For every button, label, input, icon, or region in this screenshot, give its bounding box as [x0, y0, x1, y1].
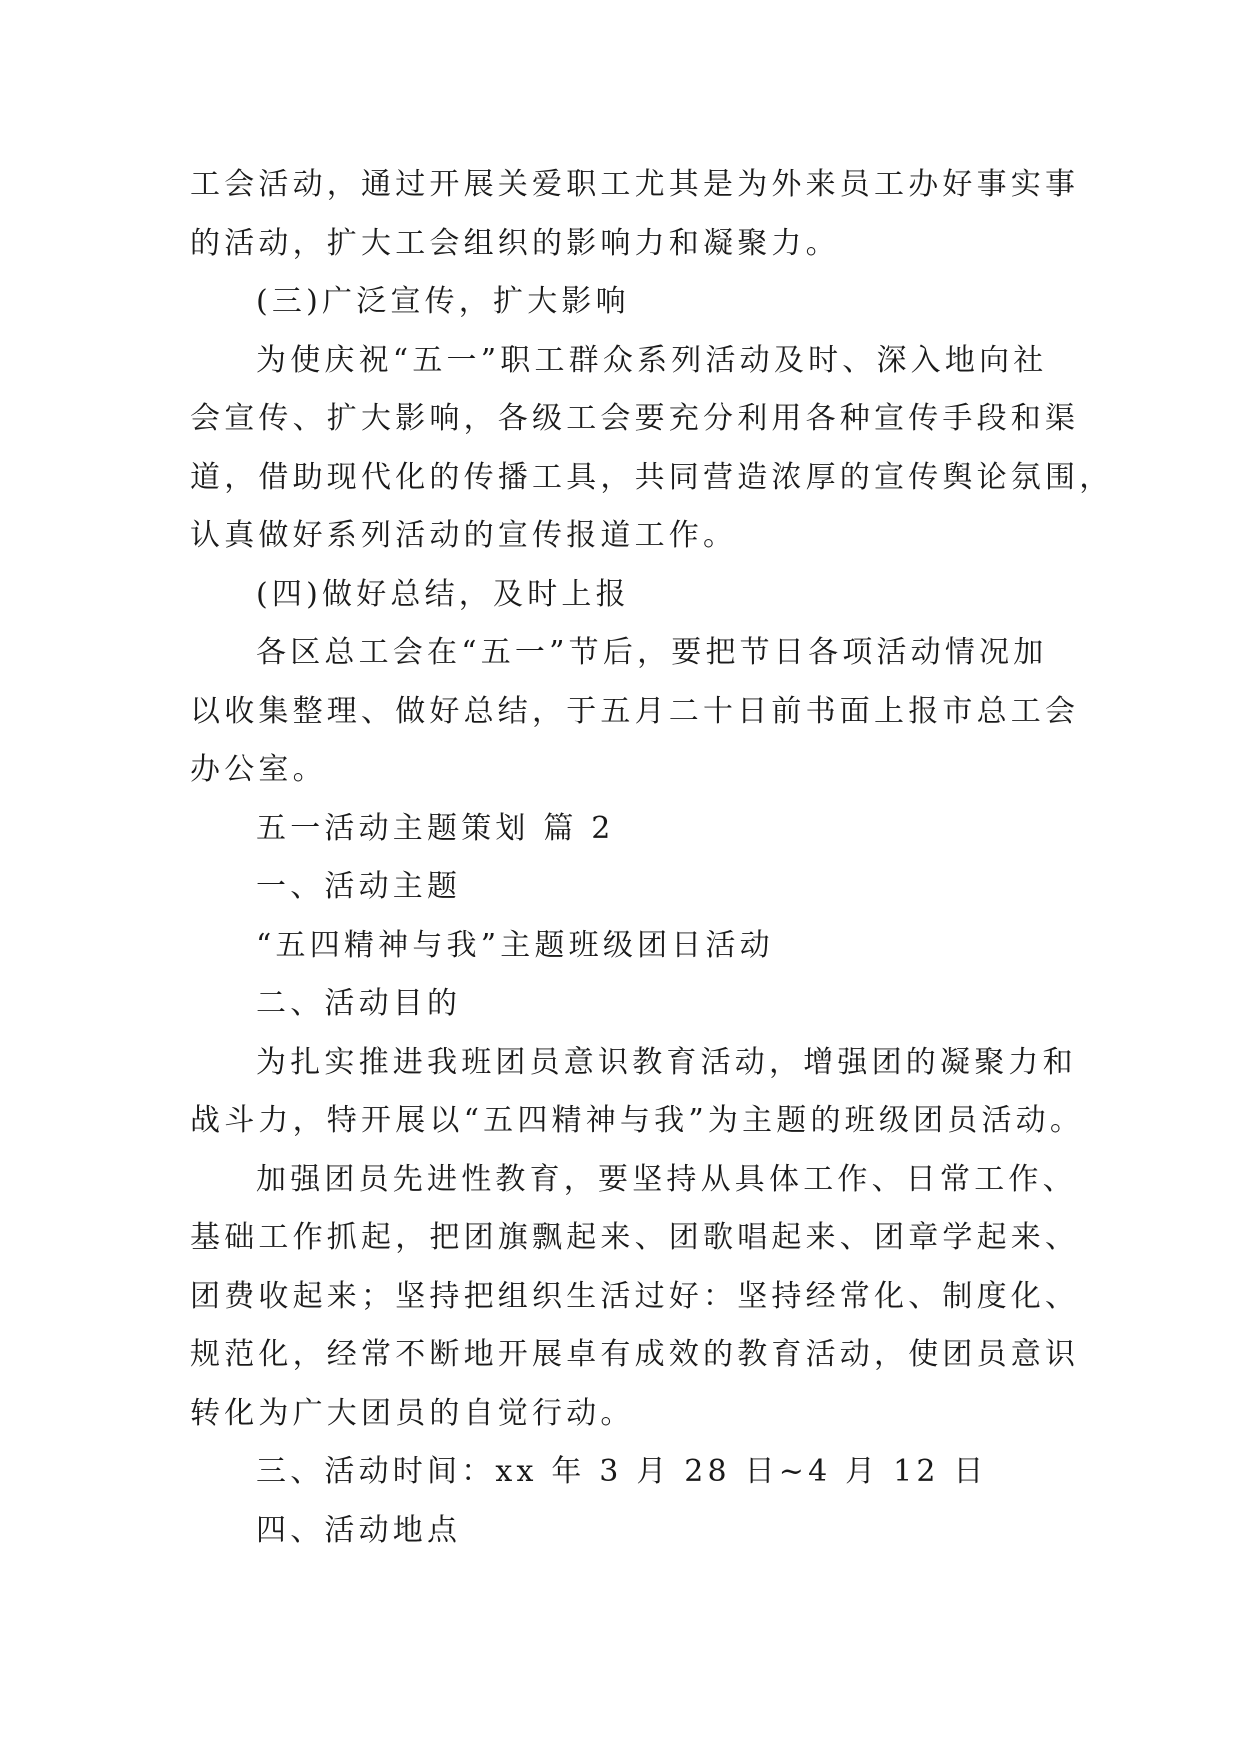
text-line: 以收集整理、做好总结，于五月二十日前书面上报市总工会: [190, 693, 1080, 729]
text-line: 为使庆祝“五一”职工群众系列活动及时、深入地向社: [256, 342, 1048, 378]
text-line: 转化为广大团员的自觉行动。: [190, 1395, 635, 1431]
text-line: 战斗力，特开展以“五四精神与我”为主题的班级团员活动。: [190, 1103, 1085, 1138]
text-line: 五一活动主题策划 篇 2: [256, 810, 615, 846]
text-line: 道，借助现代化的传播工具，共同营造浓厚的宣传舆论氛围，: [190, 459, 1114, 495]
text-line: (三)广泛宣传，扩大影响: [256, 284, 630, 319]
text-line: 三、活动时间：xx 年 3 月 28 日~4 月 12 日: [256, 1454, 988, 1489]
text-line: 一、活动主题: [256, 869, 462, 904]
text-line: 工会活动，通过开展关爱职工尤其是为外来员工办好事实事: [190, 167, 1080, 202]
text-line: 认真做好系列活动的宣传报道工作。: [190, 518, 738, 553]
text-line: 团费收起来；坚持把组织生活过好：坚持经常化、制度化、: [190, 1278, 1080, 1314]
text-line: 的活动，扩大工会组织的影响力和凝聚力。: [190, 225, 840, 261]
text-line: 为扎实推进我班团员意识教育活动，增强团的凝聚力和: [256, 1044, 1077, 1080]
text-line: 基础工作抓起，把团旗飘起来、团歌唱起来、团章学起来、: [190, 1220, 1080, 1255]
text-line: 二、活动目的: [256, 986, 462, 1021]
text-line: 四、活动地点: [256, 1512, 462, 1548]
text-line: 办公室。: [190, 752, 327, 787]
text-line: “五四精神与我”主题班级团日活动: [256, 927, 774, 963]
text-line: (四)做好总结，及时上报: [256, 576, 630, 612]
text-line: 各区总工会在“五一”节后，要把节日各项活动情况加: [256, 635, 1048, 670]
text-line: 会宣传、扩大影响，各级工会要充分利用各种宣传手段和渠: [190, 401, 1080, 436]
text-line: 加强团员先进性教育，要坚持从具体工作、日常工作、: [256, 1161, 1077, 1197]
document-body: [190, 156, 1114, 1560]
text-line: 规范化，经常不断地开展卓有成效的教育活动，使团员意识: [190, 1337, 1080, 1372]
